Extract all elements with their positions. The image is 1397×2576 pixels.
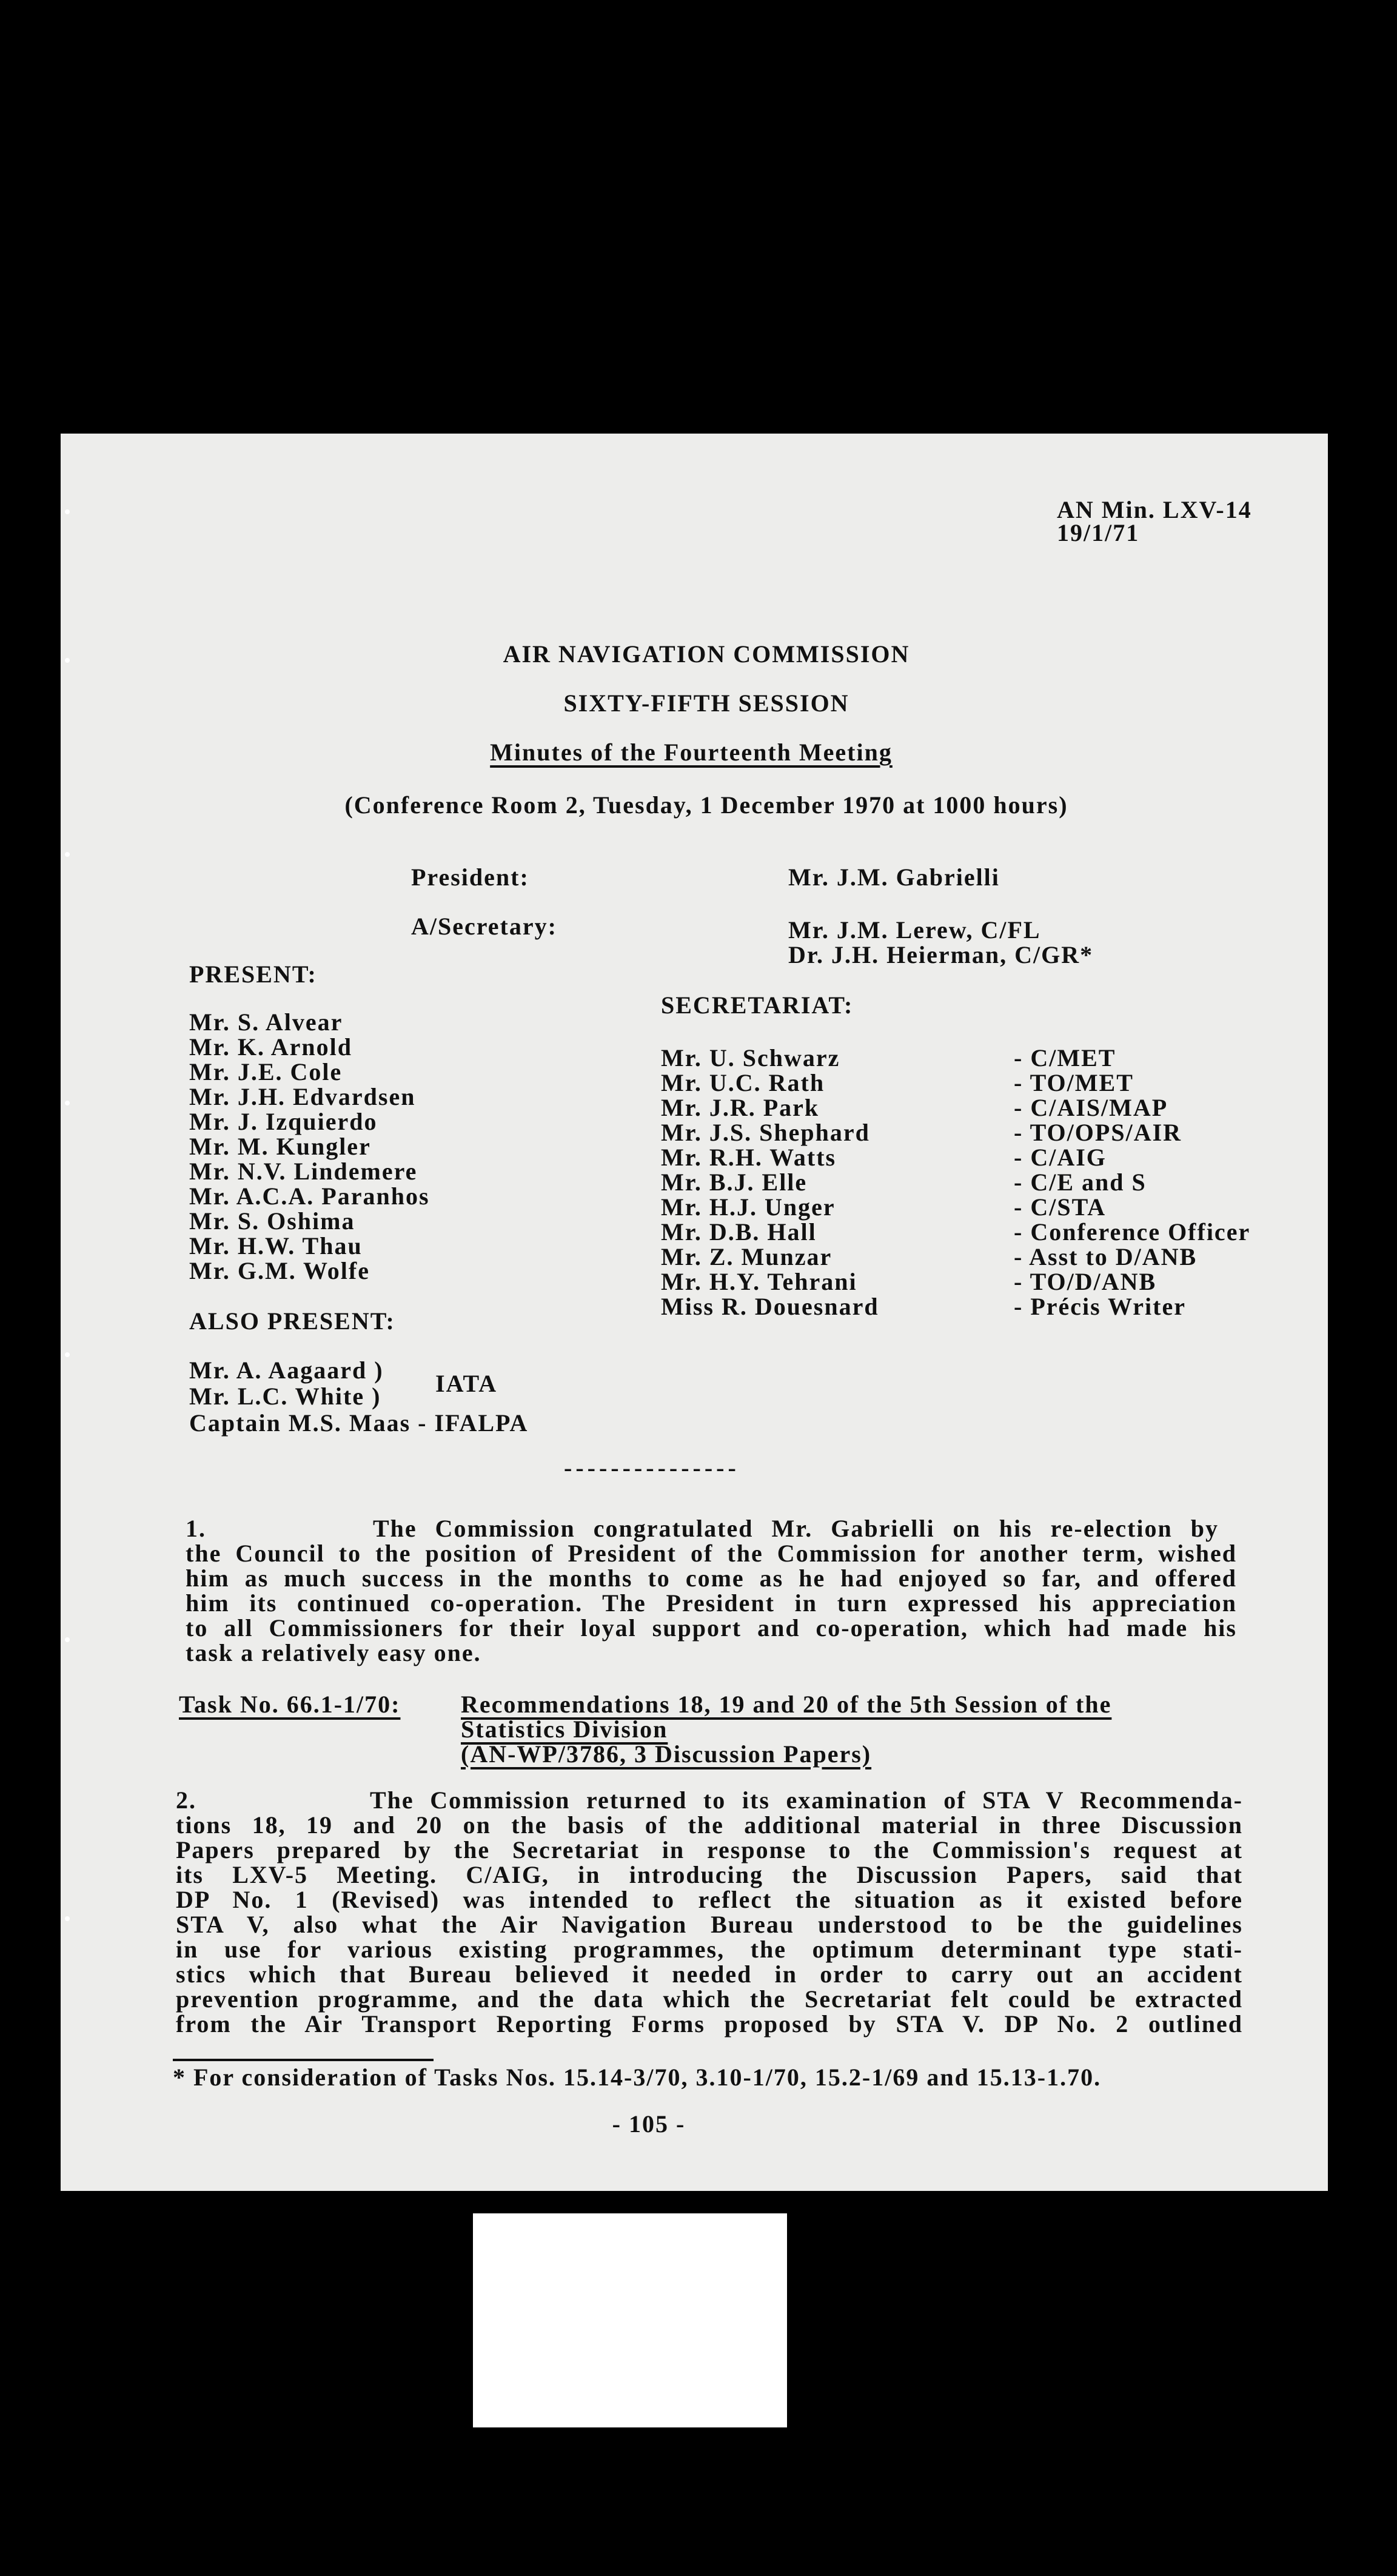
task-title-line: Statistics Division	[461, 1716, 668, 1743]
session-title: SIXTY-FIFTH SESSION	[563, 689, 849, 717]
secretariat-member-role: - TO/D/ANB	[1014, 1268, 1157, 1295]
punch-mark	[65, 658, 70, 663]
present-member: Mr. K. Arnold	[189, 1033, 352, 1061]
secretariat-member-name: Mr. H.Y. Tehrani	[661, 1268, 857, 1295]
present-member: Mr. A.C.A. Paranhos	[189, 1182, 430, 1210]
secretariat-member-role: - C/AIS/MAP	[1014, 1094, 1168, 1121]
secretariat-member-name: Mr. D.B. Hall	[661, 1218, 817, 1246]
punch-mark	[65, 1637, 70, 1642]
blank-card	[473, 2213, 787, 2427]
secretariat-member-role: - TO/OPS/AIR	[1014, 1119, 1182, 1146]
present-member: Mr. S. Alvear	[189, 1008, 343, 1036]
paragraph-line: stics which that Bureau believed it needed in order to carry out an accident	[176, 1961, 1243, 1988]
paragraph-line: in use for various existing programmes, the optimum determinant type stati-	[176, 1936, 1243, 1963]
secretariat-member-name: Mr. R.H. Watts	[661, 1144, 837, 1171]
paragraph-line: to all Commissioners for their loyal support and co-operation, which had made his	[186, 1614, 1237, 1642]
president-name: Mr. J.M. Gabrielli	[788, 864, 1000, 891]
task-label: Task No. 66.1-1/70:	[179, 1691, 401, 1718]
secretariat-member-name: Mr. U. Schwarz	[661, 1044, 840, 1072]
task-title-line: Recommendations 18, 19 and 20 of the 5th Session of the	[461, 1691, 1112, 1718]
page-title: AIR NAVIGATION COMMISSION	[503, 640, 910, 668]
secretariat-member-role: - Conference Officer	[1014, 1218, 1251, 1246]
paragraph-line: tions 18, 19 and 20 on the basis of the additional material in three Discussion	[176, 1811, 1243, 1839]
present-member: Mr. J. Izquierdo	[189, 1108, 378, 1135]
secretariat-member-role: - TO/MET	[1014, 1069, 1134, 1096]
organization-label: IATA	[435, 1370, 498, 1397]
punch-mark	[65, 852, 70, 857]
document-reference: AN Min. LXV-14	[1057, 496, 1252, 523]
present-heading: PRESENT:	[189, 961, 317, 988]
meeting-title: Minutes of the Fourteenth Meeting	[490, 739, 893, 766]
present-member: Mr. G.M. Wolfe	[189, 1257, 370, 1284]
present-member: Mr. H.W. Thau	[189, 1232, 363, 1259]
secretariat-member-role: - Précis Writer	[1014, 1293, 1186, 1320]
paragraph-line: him its continued co-operation. The President in turn expressed his appreciation	[186, 1589, 1237, 1617]
also-present-name: Captain M.S. Maas - IFALPA	[189, 1409, 529, 1437]
present-member: Mr. M. Kungler	[189, 1133, 371, 1160]
paragraph-line: The Commission returned to its examination of STA V Recommenda-	[370, 1786, 1243, 1814]
separator-line: ---------------	[564, 1454, 740, 1481]
punch-mark	[65, 1352, 70, 1357]
paragraph-line: STA V, also what the Air Navigation Bureau understood to be the guidelines	[176, 1911, 1243, 1938]
paragraph-line: him as much success in the months to come as he had enjoyed so far, and offered	[186, 1565, 1237, 1592]
paragraph-line: its LXV-5 Meeting. C/AIG, in introducing the Discussion Papers, said that	[176, 1861, 1243, 1888]
paragraph-line: DP No. 1 (Revised) was intended to reflect the situation as it existed before	[176, 1886, 1243, 1913]
paragraph-line: from the Air Transport Reporting Forms proposed by STA V. DP No. 2 outlined	[176, 2010, 1243, 2038]
paragraph-line: prevention programme, and the data which the Secretariat felt could be extracted	[176, 1985, 1243, 2013]
present-member: Mr. J.H. Edvardsen	[189, 1083, 416, 1110]
document-date: 19/1/71	[1057, 519, 1140, 546]
secretariat-member-role: - Asst to D/ANB	[1014, 1243, 1198, 1270]
secretary-name: Dr. J.H. Heierman, C/GR*	[788, 941, 1094, 968]
secretary-label: A/Secretary:	[411, 913, 557, 940]
paragraph-line: The Commission congratulated Mr. Gabrielli on his re-election by	[373, 1515, 1219, 1542]
present-member: Mr. S. Oshima	[189, 1207, 355, 1235]
secretariat-heading: SECRETARIAT:	[661, 991, 854, 1019]
secretariat-member-name: Miss R. Douesnard	[661, 1293, 879, 1320]
punch-mark	[65, 1101, 70, 1105]
secretariat-member-name: Mr. Z. Munzar	[661, 1243, 833, 1270]
secretariat-member-name: Mr. J.R. Park	[661, 1094, 820, 1121]
secretariat-member-name: Mr. B.J. Elle	[661, 1169, 808, 1196]
secretariat-member-role: - C/STA	[1014, 1193, 1107, 1221]
president-label: President:	[411, 864, 529, 891]
paragraph-line: task a relatively easy one.	[186, 1639, 481, 1666]
secretariat-member-name: Mr. U.C. Rath	[661, 1069, 825, 1096]
secretariat-member-role: - C/AIG	[1014, 1144, 1107, 1171]
secretariat-member-name: Mr. H.J. Unger	[661, 1193, 836, 1221]
footnote: * For consideration of Tasks Nos. 15.14-3/70, 3.10-1/70, 15.2-1/69 and 15.13-1.70.	[173, 2064, 1102, 2091]
meeting-venue: (Conference Room 2, Tuesday, 1 December 1970 at 1000 hours)	[344, 791, 1068, 819]
punch-mark	[65, 509, 70, 514]
secretariat-member-name: Mr. J.S. Shephard	[661, 1119, 870, 1146]
punch-mark	[65, 1916, 70, 1921]
paragraph-number: 1.	[186, 1515, 206, 1542]
secretary-name: Mr. J.M. Lerew, C/FL	[788, 916, 1041, 944]
task-title-line: (AN-WP/3786, 3 Discussion Papers)	[461, 1740, 872, 1768]
secretariat-member-role: - C/E and S	[1014, 1169, 1147, 1196]
present-member: Mr. N.V. Lindemere	[189, 1158, 418, 1185]
present-member: Mr. J.E. Cole	[189, 1058, 343, 1085]
also-present-heading: ALSO PRESENT:	[189, 1307, 395, 1335]
secretariat-member-role: - C/MET	[1014, 1044, 1116, 1072]
paragraph-line: Papers prepared by the Secretariat in response to the Commission's request at	[176, 1836, 1243, 1863]
paragraph-line: the Council to the position of President of the Commission for another term, wished	[186, 1540, 1237, 1567]
footnote-rule	[173, 2059, 434, 2061]
also-present-name: Mr. L.C. White )	[189, 1383, 381, 1410]
page-number: - 105 -	[612, 2110, 686, 2138]
also-present-name: Mr. A. Aagaard )	[189, 1357, 384, 1384]
paragraph-number: 2.	[176, 1786, 196, 1814]
